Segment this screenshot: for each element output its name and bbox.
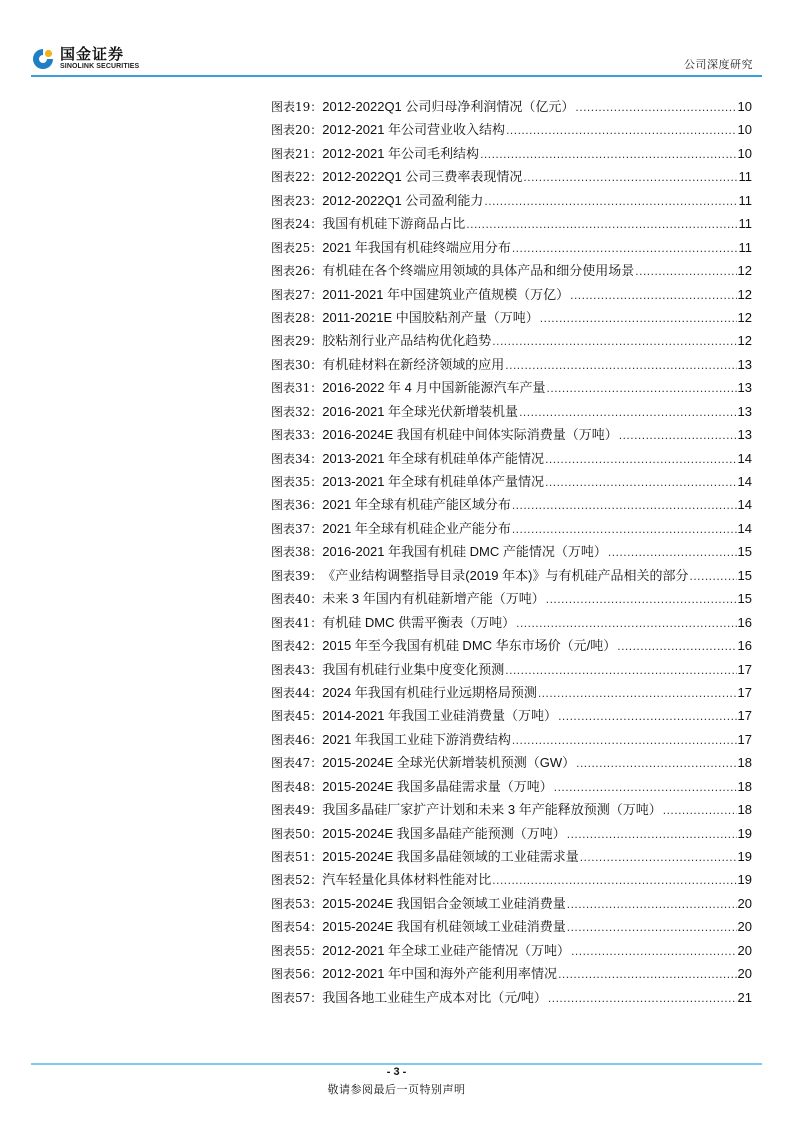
toc-entry[interactable] xyxy=(271,823,752,846)
toc-entry-label: 图表36： xyxy=(271,498,323,513)
toc-entry-label: 图表21： xyxy=(271,146,323,161)
toc-entry-page: 14 xyxy=(737,474,752,489)
logo-english-name: SINOLINK SECURITIES xyxy=(60,63,140,70)
toc-entry-title: 2011-2021 年中国建筑业产值规模（万亿） xyxy=(322,286,570,302)
toc-entry-page: 20 xyxy=(737,919,752,935)
toc-entry[interactable] xyxy=(271,987,752,1010)
toc-entry-title: 有机硅 DMC 供需平衡表（万吨） xyxy=(322,614,516,630)
toc-entry[interactable] xyxy=(271,284,752,307)
toc-entry-label: 图表33： xyxy=(271,428,323,443)
toc-dot-leader xyxy=(571,944,736,958)
toc-entry-page: 19 xyxy=(737,849,752,864)
toc-entry-label: 图表26： xyxy=(271,264,323,279)
toc-entry-label: 图表56： xyxy=(271,967,323,982)
toc-entry-title: 我国多晶硅厂家扩产计划和未来 3 年产能释放预测（万吨） xyxy=(322,802,662,818)
toc-entry-title: 2015-2024E 我国多晶硅领域的工业硅需求量 xyxy=(322,849,579,864)
figure-table-of-contents xyxy=(271,96,752,1010)
toc-entry-title: 2013-2021 年全球有机硅单体产能情况 xyxy=(322,450,545,466)
toc-dot-leader xyxy=(567,920,737,934)
toc-entry[interactable] xyxy=(271,659,752,682)
toc-dot-leader xyxy=(505,663,736,677)
toc-entry-label: 图表22： xyxy=(271,170,323,185)
toc-entry-page: 13 xyxy=(737,403,752,419)
toc-entry-title: 2012-2021 年公司营业收入结构 xyxy=(322,122,506,138)
toc-entry[interactable] xyxy=(271,237,752,260)
toc-dot-leader xyxy=(567,827,737,841)
toc-entry[interactable] xyxy=(271,705,752,728)
toc-entry-title: 2016-2024E 我国有机硅中间体实际消费量（万吨） xyxy=(322,427,618,443)
toc-entry-page: 15 xyxy=(737,591,752,607)
toc-entry[interactable] xyxy=(271,565,752,588)
toc-entry-title: 2012-2021 年公司毛利结构 xyxy=(322,145,480,161)
toc-entry-title: 2015-2024E 我国铝合金领域工业硅消费量 xyxy=(322,895,566,911)
toc-entry-page: 14 xyxy=(737,450,752,466)
toc-entry-title: 我国各地工业硅生产成本对比（元/吨） xyxy=(322,989,547,1005)
toc-entry-page: 17 xyxy=(737,731,752,747)
toc-dot-leader xyxy=(484,194,737,208)
toc-entry[interactable] xyxy=(271,729,752,752)
toc-dot-leader xyxy=(492,334,736,348)
toc-dot-leader xyxy=(506,123,736,137)
page-header xyxy=(0,0,793,80)
toc-entry-title: 有机硅在各个终端应用领域的具体产品和细分使用场景 xyxy=(322,263,635,279)
toc-entry-label: 图表40： xyxy=(271,592,323,607)
toc-entry-label: 图表46： xyxy=(271,732,323,747)
toc-entry-page: 12 xyxy=(737,286,752,302)
toc-entry[interactable] xyxy=(271,518,752,541)
toc-entry-label: 图表51： xyxy=(271,850,323,864)
toc-entry-page: 15 xyxy=(737,567,752,583)
company-logo xyxy=(31,45,139,73)
toc-entry-title: 2021 年全球有机硅企业产能分布 xyxy=(322,520,511,536)
toc-entry-label: 图表28： xyxy=(271,310,323,325)
toc-entry-page: 17 xyxy=(737,708,752,724)
toc-entry-label: 图表35： xyxy=(271,475,323,489)
toc-entry-title: 《产业结构调整指导目录(2019 年本)》与有机硅产品相关的部分 xyxy=(322,567,689,583)
toc-entry[interactable] xyxy=(271,307,752,330)
footer-divider xyxy=(31,1063,762,1065)
page-number: - 3 - xyxy=(386,1066,407,1078)
toc-entry-page: 13 xyxy=(737,356,752,372)
toc-entry-title: 2012-2022Q1 公司盈利能力 xyxy=(322,192,484,208)
toc-entry-page: 11 xyxy=(738,216,752,232)
toc-entry-page: 11 xyxy=(738,169,752,185)
toc-entry-label: 图表49： xyxy=(271,803,323,818)
toc-entry[interactable] xyxy=(271,752,752,775)
toc-entry[interactable] xyxy=(271,448,752,471)
toc-dot-leader xyxy=(554,780,737,794)
toc-entry-label: 图表20： xyxy=(271,123,323,138)
toc-entry[interactable] xyxy=(271,940,752,963)
sinolink-logo-icon xyxy=(31,47,55,71)
toc-entry-page: 12 xyxy=(737,309,752,325)
toc-entry-page: 18 xyxy=(737,778,752,794)
toc-entry-page: 11 xyxy=(738,192,752,208)
toc-dot-leader xyxy=(663,803,737,817)
toc-entry-label: 图表45： xyxy=(271,709,323,724)
toc-dot-leader xyxy=(548,991,737,1005)
toc-entry-label: 图表27： xyxy=(271,287,323,302)
toc-entry-title: 未来 3 年国内有机硅新增产能（万吨） xyxy=(322,591,545,607)
toc-dot-leader xyxy=(547,381,737,395)
toc-entry-title: 2021 年我国有机硅终端应用分布 xyxy=(322,239,511,255)
toc-entry-label: 图表37： xyxy=(271,521,323,536)
disclaimer-note: 敬请参阅最后一页特别声明 xyxy=(327,1083,466,1096)
toc-dot-leader xyxy=(545,475,736,489)
toc-entry[interactable] xyxy=(271,776,752,799)
toc-entry-title: 2012-2021 年中国和海外产能利用率情况 xyxy=(322,966,558,982)
toc-entry[interactable] xyxy=(271,494,752,517)
toc-entry-page: 20 xyxy=(737,966,752,982)
toc-entry-title: 2015-2024E 我国多晶硅产能预测（万吨） xyxy=(322,825,566,841)
toc-entry-title: 2016-2021 年我国有机硅 DMC 产能情况（万吨） xyxy=(322,544,607,560)
toc-entry[interactable] xyxy=(271,119,752,142)
toc-dot-leader xyxy=(512,733,737,747)
toc-entry-page: 14 xyxy=(737,497,752,513)
toc-entry-page: 15 xyxy=(737,544,752,560)
toc-entry[interactable] xyxy=(271,96,752,119)
toc-entry-page: 12 xyxy=(737,333,752,349)
toc-entry-page: 10 xyxy=(737,99,752,114)
toc-entry-page: 10 xyxy=(737,145,752,161)
toc-entry-title: 2015-2024E 全球光伏新增装机预测（GW） xyxy=(322,755,576,771)
toc-entry-page: 19 xyxy=(737,872,752,888)
toc-entry-title: 2013-2021 年全球有机硅单体产量情况 xyxy=(322,474,545,489)
toc-entry[interactable] xyxy=(271,588,752,611)
toc-entry-page: 16 xyxy=(737,638,752,654)
toc-entry-label: 图表50： xyxy=(271,826,323,841)
toc-dot-leader xyxy=(523,170,737,184)
toc-dot-leader xyxy=(619,428,737,442)
toc-entry-title: 2012-2022Q1 公司归母净利润情况（亿元） xyxy=(322,99,575,114)
toc-entry-label: 图表25： xyxy=(271,240,323,255)
toc-entry-title: 我国有机硅下游商品占比 xyxy=(322,216,466,232)
toc-entry-label: 图表38： xyxy=(271,545,323,560)
toc-dot-leader xyxy=(519,405,736,419)
toc-dot-leader xyxy=(635,264,736,278)
toc-dot-leader xyxy=(580,850,737,864)
toc-entry[interactable] xyxy=(271,213,752,236)
toc-dot-leader xyxy=(570,288,736,302)
toc-dot-leader xyxy=(546,592,737,606)
toc-entry-page: 19 xyxy=(737,825,752,841)
toc-entry[interactable] xyxy=(271,260,752,283)
toc-dot-leader xyxy=(512,241,738,255)
toc-dot-leader xyxy=(617,639,736,653)
toc-entry[interactable] xyxy=(271,377,752,400)
toc-entry-label: 图表32： xyxy=(271,404,323,419)
toc-entry[interactable] xyxy=(271,401,752,424)
toc-entry-title: 2015-2024E 我国多晶硅需求量（万吨） xyxy=(322,778,553,794)
toc-entry[interactable] xyxy=(271,166,752,189)
toc-dot-leader xyxy=(505,358,736,372)
toc-dot-leader xyxy=(512,522,737,536)
toc-dot-leader xyxy=(480,147,736,161)
toc-dot-leader xyxy=(540,311,737,325)
toc-entry-page: 20 xyxy=(737,895,752,911)
toc-entry-label: 图表55： xyxy=(271,943,323,958)
toc-dot-leader xyxy=(538,686,737,700)
toc-entry-label: 图表30： xyxy=(271,357,323,372)
toc-entry-label: 图表42： xyxy=(271,639,323,654)
toc-entry-label: 图表29： xyxy=(271,334,323,349)
toc-dot-leader xyxy=(516,616,736,630)
toc-dot-leader xyxy=(512,498,737,512)
toc-entry-title: 2012-2021 年全球工业硅产能情况（万吨） xyxy=(322,942,571,958)
toc-entry-title: 2024 年我国有机硅行业远期格局预测 xyxy=(322,684,537,700)
toc-entry-label: 图表19： xyxy=(271,100,323,114)
toc-entry-title: 胶粘剂行业产品结构优化趋势 xyxy=(322,333,492,349)
toc-entry-label: 图表41： xyxy=(271,615,323,630)
toc-entry-page: 16 xyxy=(737,614,752,630)
toc-entry-page: 17 xyxy=(737,684,752,700)
toc-entry-title: 2012-2022Q1 公司三费率表现情况 xyxy=(322,169,523,185)
toc-dot-leader xyxy=(492,873,736,887)
toc-dot-leader xyxy=(567,897,737,911)
toc-entry-label: 图表48： xyxy=(271,779,323,794)
toc-entry-title: 我国有机硅行业集中度变化预测 xyxy=(322,661,505,677)
toc-entry[interactable] xyxy=(271,330,752,353)
toc-entry[interactable] xyxy=(271,354,752,377)
toc-entry-title: 有机硅材料在新经济领域的应用 xyxy=(322,356,505,372)
toc-entry[interactable] xyxy=(271,799,752,822)
toc-dot-leader xyxy=(558,709,736,723)
toc-entry[interactable] xyxy=(271,869,752,892)
toc-entry-page: 21 xyxy=(737,989,752,1005)
toc-entry-label: 图表24： xyxy=(271,217,323,232)
toc-entry-page: 10 xyxy=(737,122,752,138)
toc-entry-page: 20 xyxy=(737,942,752,958)
toc-entry-label: 图表43： xyxy=(271,662,323,677)
toc-entry-label: 图表57： xyxy=(271,990,323,1005)
toc-entry[interactable] xyxy=(271,541,752,564)
toc-dot-leader xyxy=(558,967,736,981)
toc-entry-label: 图表23： xyxy=(271,193,323,208)
toc-entry-title: 2011-2021E 中国胶粘剂产量（万吨） xyxy=(322,309,539,325)
toc-entry-label: 图表53： xyxy=(271,896,323,911)
toc-dot-leader xyxy=(689,569,736,583)
toc-entry-title: 2015-2024E 我国有机硅领域工业硅消费量 xyxy=(322,919,566,935)
toc-entry-label: 图表31： xyxy=(271,381,323,396)
toc-entry[interactable] xyxy=(271,893,752,916)
toc-entry-title: 2015 年至今我国有机硅 DMC 华东市场价（元/吨） xyxy=(322,638,617,654)
header-divider xyxy=(31,75,762,77)
toc-entry[interactable] xyxy=(271,916,752,939)
toc-entry-page: 18 xyxy=(737,755,752,771)
toc-entry[interactable] xyxy=(271,143,752,166)
logo-chinese-name: 国金证券 xyxy=(60,45,125,63)
toc-entry-page: 13 xyxy=(737,427,752,443)
toc-entry[interactable] xyxy=(271,424,752,447)
toc-entry[interactable] xyxy=(271,635,752,658)
toc-dot-leader xyxy=(575,100,736,114)
toc-entry-label: 图表47： xyxy=(271,756,323,771)
toc-entry-label: 图表44： xyxy=(271,685,323,700)
toc-entry-title: 2021 年我国工业硅下游消费结构 xyxy=(322,731,511,747)
document-type: 公司深度研究 xyxy=(684,58,753,71)
toc-dot-leader xyxy=(545,452,736,466)
toc-entry[interactable] xyxy=(271,612,752,635)
toc-entry-title: 汽车轻量化具体材料性能对比 xyxy=(322,872,492,888)
toc-entry-label: 图表39： xyxy=(271,568,323,583)
toc-entry-title: 2016-2022 年 4 月中国新能源汽车产量 xyxy=(322,380,546,396)
toc-dot-leader xyxy=(608,545,737,559)
toc-entry[interactable] xyxy=(271,963,752,986)
toc-entry-page: 11 xyxy=(738,239,752,255)
toc-entry-label: 图表34： xyxy=(271,451,323,466)
toc-dot-leader xyxy=(576,756,736,770)
toc-entry-label: 图表52： xyxy=(271,873,323,888)
toc-entry-page: 13 xyxy=(737,380,752,396)
toc-entry-title: 2016-2021 年全球光伏新增装机量 xyxy=(322,403,519,419)
toc-entry-title: 2014-2021 年我国工业硅消费量（万吨） xyxy=(322,708,558,724)
toc-entry-page: 17 xyxy=(737,661,752,677)
toc-entry[interactable] xyxy=(271,471,752,494)
toc-entry-page: 12 xyxy=(737,263,752,279)
toc-entry-label: 图表54： xyxy=(271,920,323,935)
toc-entry-title: 2021 年全球有机硅产能区域分布 xyxy=(322,497,511,513)
toc-entry[interactable] xyxy=(271,190,752,213)
toc-entry[interactable] xyxy=(271,682,752,705)
toc-entry-page: 18 xyxy=(737,802,752,818)
toc-entry[interactable] xyxy=(271,846,752,869)
toc-entry-page: 14 xyxy=(737,520,752,536)
toc-dot-leader xyxy=(466,217,737,231)
